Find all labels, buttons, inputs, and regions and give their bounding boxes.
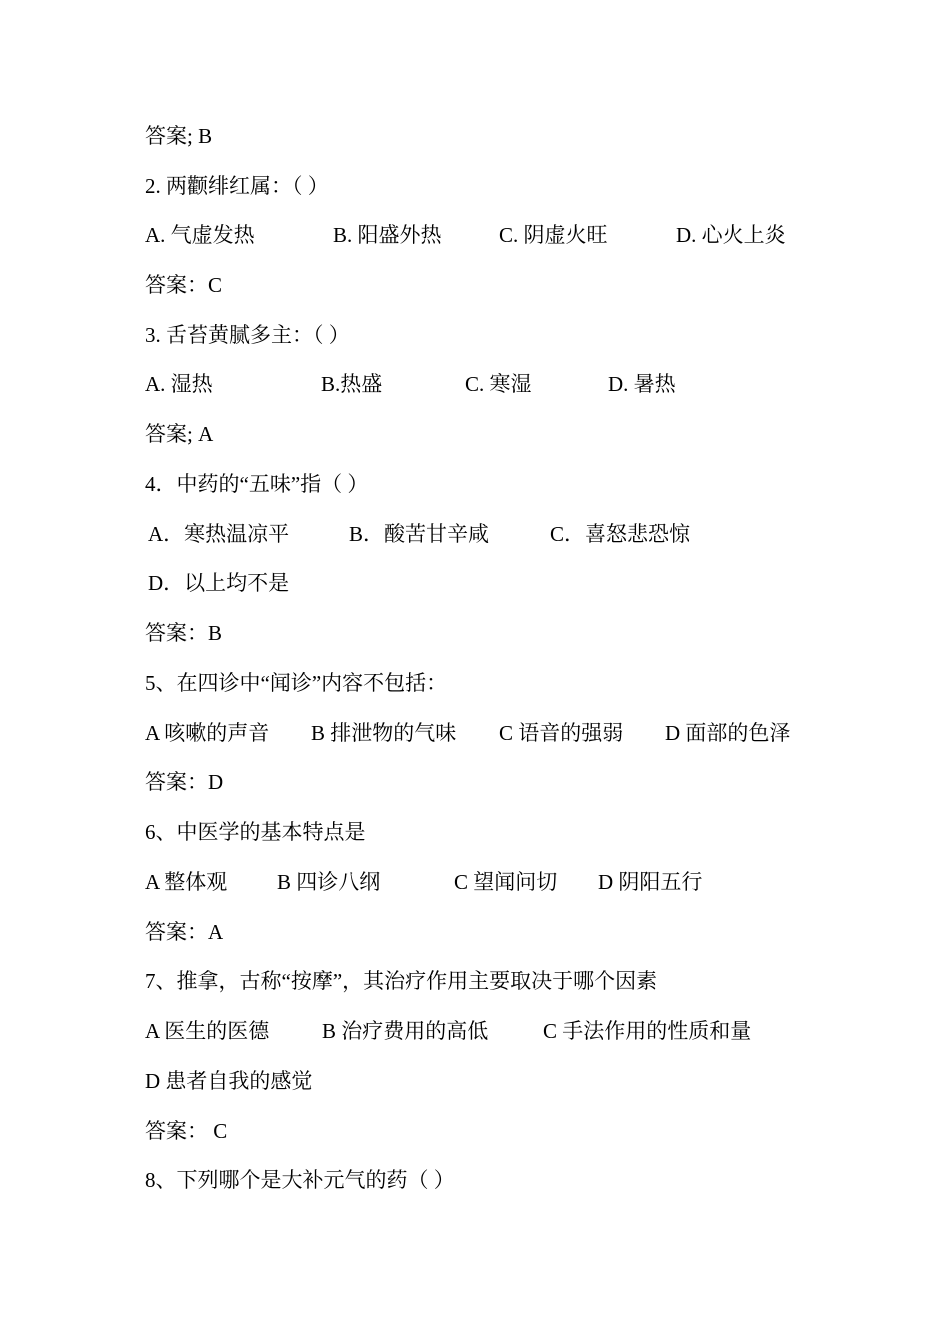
answer-q7: 答案： C	[145, 1119, 228, 1143]
option-q7-c: C 手法作用的性质和量	[543, 1019, 752, 1043]
question-7: 7、推拿，古称“按摩”，其治疗作用主要取决于哪个因素	[145, 969, 658, 993]
answer-q3: 答案; A	[145, 422, 214, 446]
option-q3-d: D. 暑热	[608, 372, 676, 396]
option-q7-a: A 医生的医德	[145, 1019, 270, 1043]
option-q7-b: B 治疗费用的高低	[322, 1019, 489, 1043]
option-q2-d: D. 心火上炎	[676, 223, 786, 247]
answer-q2: 答案：C	[145, 273, 223, 297]
option-q2-b: B. 阳盛外热	[333, 223, 442, 247]
option-q4-d: D．以上均不是	[148, 571, 290, 595]
option-q5-b: B 排泄物的气味	[311, 721, 457, 745]
option-q3-c: C. 寒湿	[465, 372, 532, 396]
answer-q6: 答案：A	[145, 920, 224, 944]
option-q4-c: C．喜怒悲恐惊	[550, 522, 691, 546]
question-3: 3. 舌苔黄腻多主：（ ）	[145, 323, 350, 347]
option-q6-d: D 阴阳五行	[598, 870, 703, 894]
answer-q4: 答案：B	[145, 621, 223, 645]
question-8: 8、下列哪个是大补元气的药（ ）	[145, 1168, 455, 1192]
option-q5-c: C 语音的强弱	[499, 721, 624, 745]
option-q7-d: D 患者自我的感觉	[145, 1069, 313, 1093]
option-q5-d: D 面部的色泽	[665, 721, 791, 745]
question-6: 6、中医学的基本特点是	[145, 820, 366, 844]
option-q3-a: A. 湿热	[145, 372, 213, 396]
option-q3-b: B.热盛	[321, 372, 383, 396]
question-2: 2. 两颧绯红属：（ ）	[145, 174, 329, 198]
option-q2-a: A. 气虚发热	[145, 223, 255, 247]
question-5: 5、在四诊中“闻诊”内容不包括：	[145, 671, 448, 695]
option-q6-b: B 四诊八纲	[277, 870, 381, 894]
option-q2-c: C. 阴虚火旺	[499, 223, 608, 247]
question-4: 4．中药的“五味”指（ ）	[145, 472, 369, 496]
answer-q1: 答案; B	[145, 124, 213, 148]
option-q6-c: C 望闻问切	[454, 870, 558, 894]
option-q4-b: B．酸苦甘辛咸	[349, 522, 490, 546]
option-q6-a: A 整体观	[145, 870, 228, 894]
option-q5-a: A 咳嗽的声音	[145, 721, 270, 745]
answer-q5: 答案：D	[145, 770, 224, 794]
option-q4-a: A．寒热温凉平	[148, 522, 290, 546]
